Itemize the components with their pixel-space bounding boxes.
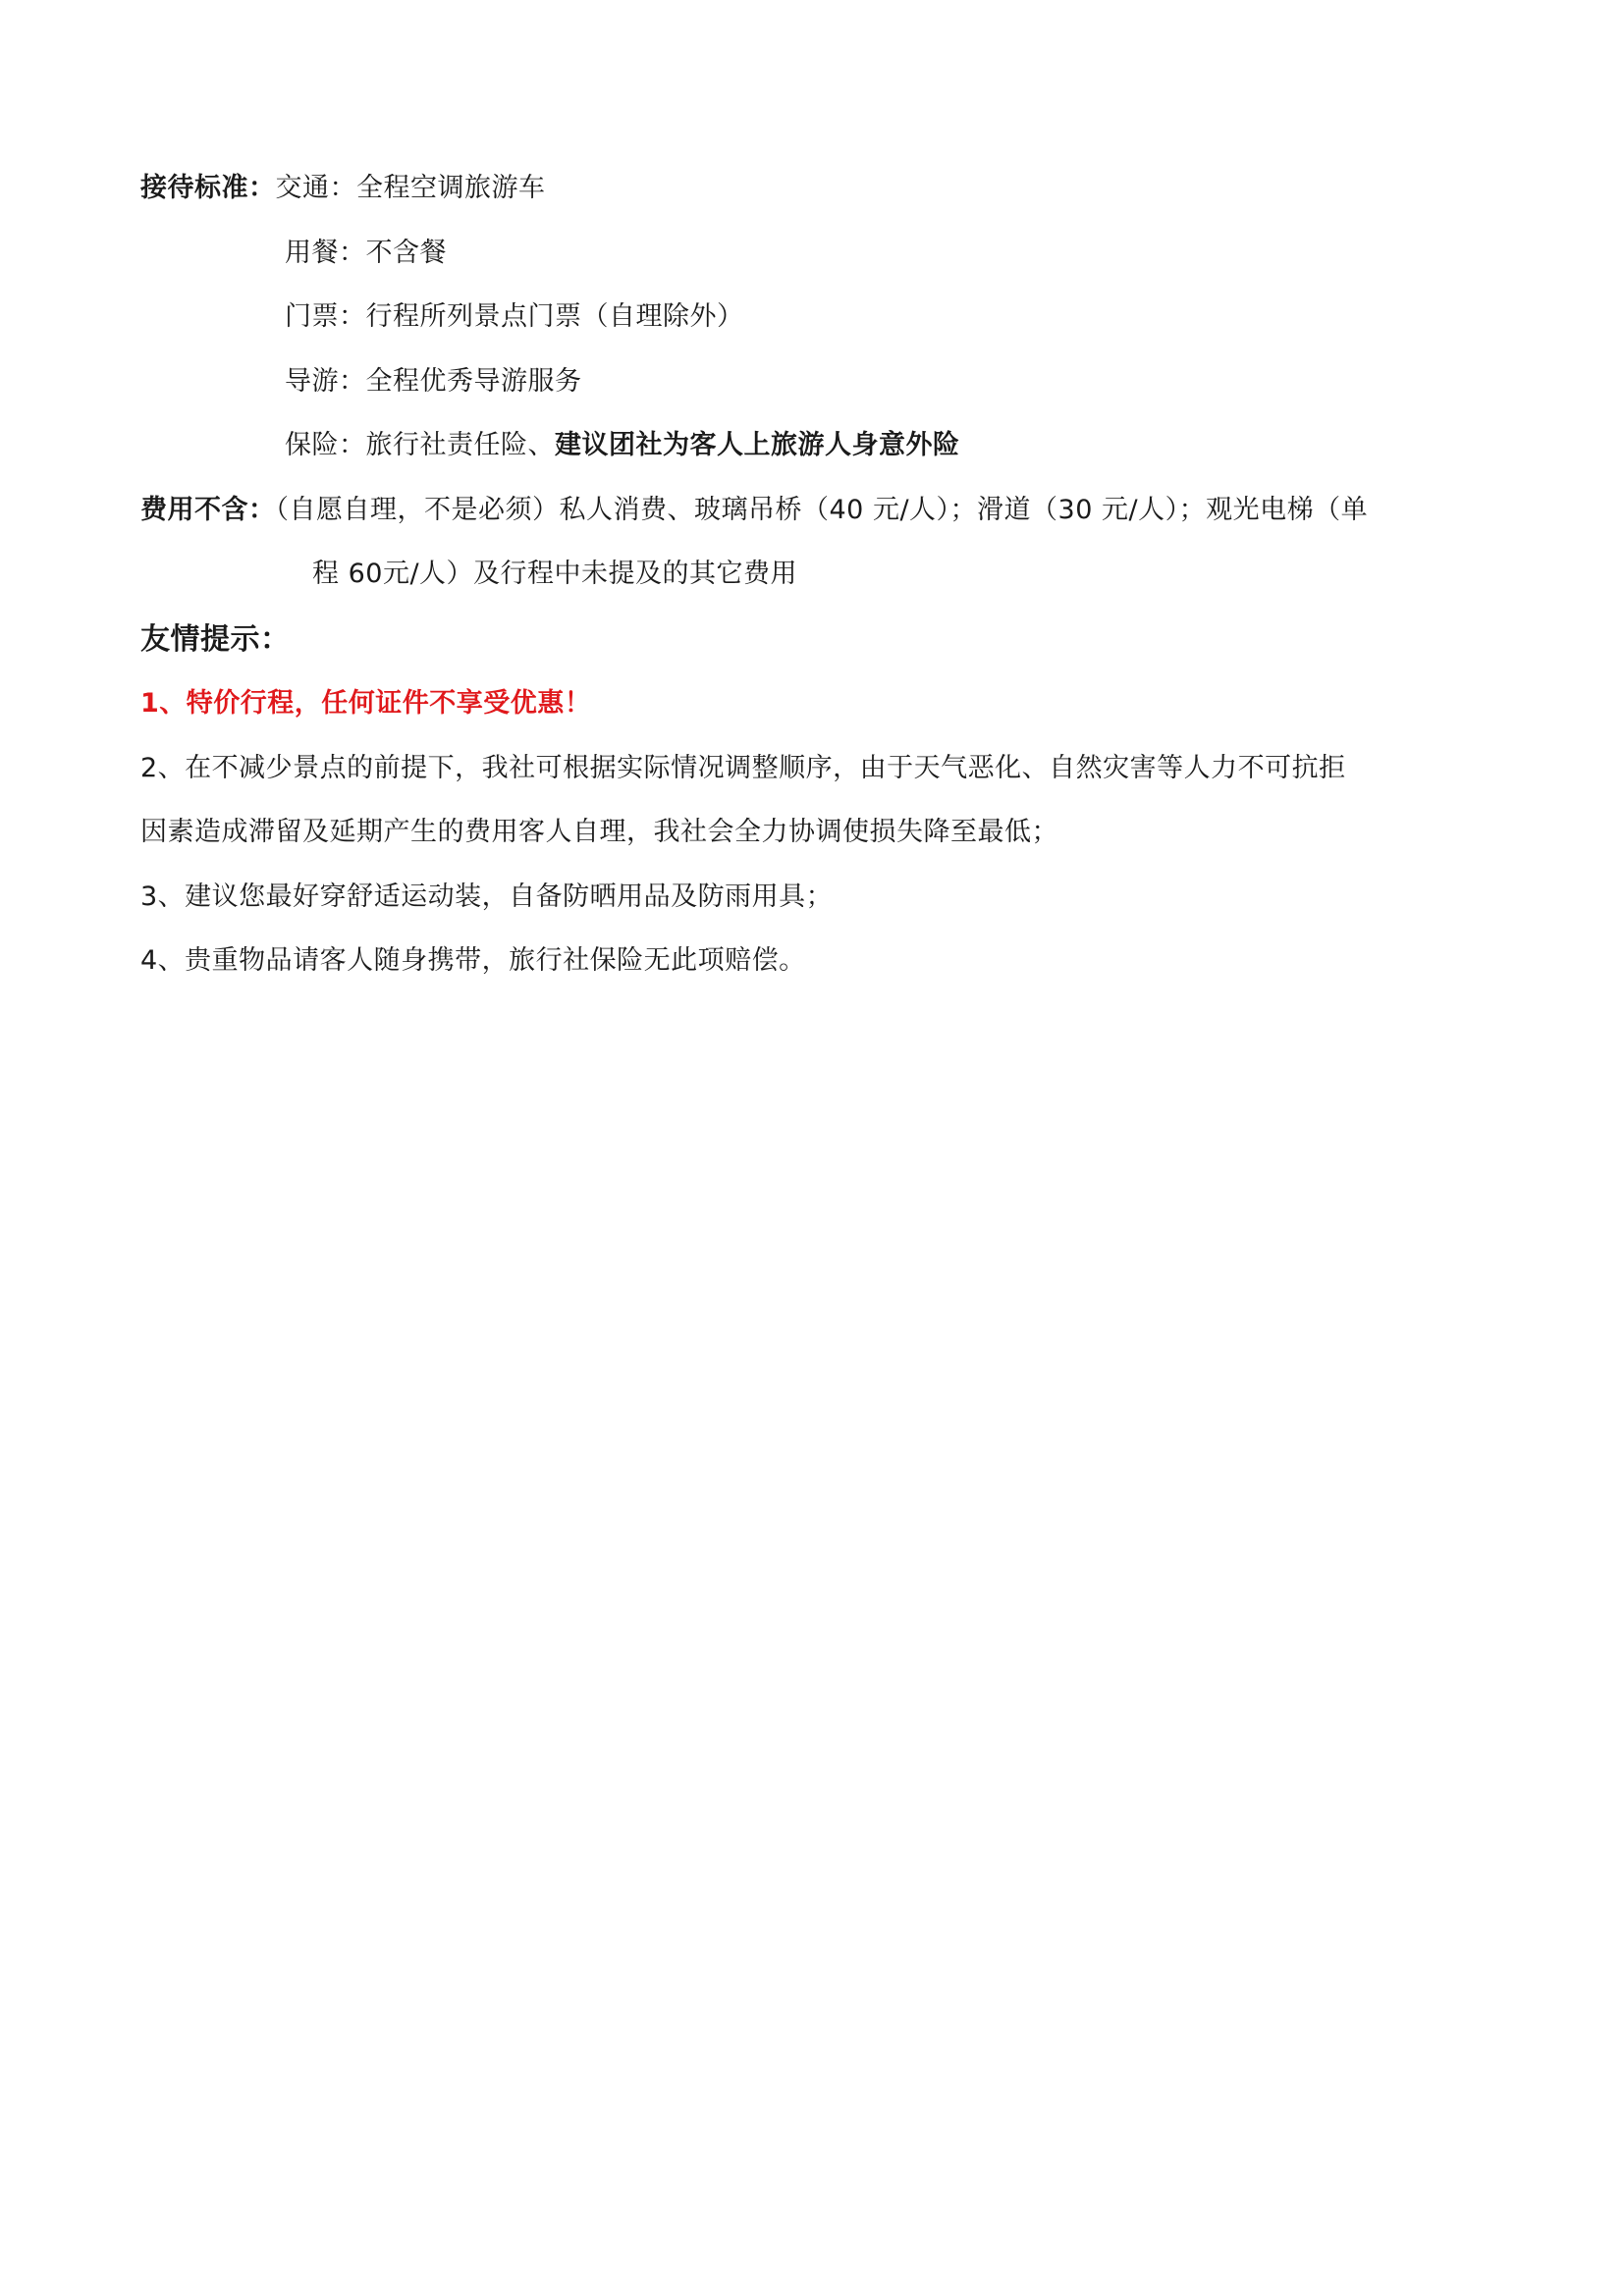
tip-item-3: 3、建议您最好穿舒适运动装，自备防晒用品及防雨用具；: [140, 881, 834, 912]
excluded-label: 费用不含：: [140, 495, 276, 525]
guide-text: 导游：全程优秀导游服务: [285, 366, 582, 397]
reception-label: 接待标准：: [140, 173, 276, 203]
excluded-line1: （自愿自理，不是必须）私人消费、玻璃吊桥（40 元/人）；滑道（30 元/人）；观光电梯（单: [275, 495, 1369, 525]
tip-item-2-line-1: 2、在不减少景点的前提下，我社可根据实际情况调整顺序，由于天气恶化、自然灾害等人力不可抗拒: [140, 753, 1346, 783]
tip-item-4: 4、贵重物品请客人随身携带，旅行社保险无此项赔偿。: [140, 945, 806, 976]
reception-row-transport: [140, 169, 546, 208]
excluded-line2: 程 60元/人）及行程中未提及的其它费用: [312, 559, 798, 589]
tip-item-1: 1、特价行程，任何证件不享受优惠！: [140, 688, 592, 719]
tickets-text: 门票：行程所列景点门票（自理除外）: [285, 301, 744, 332]
tips-heading: 友情提示：: [140, 622, 291, 657]
insurance-plain-text: 保险：旅行社责任险、: [285, 430, 555, 460]
insurance-bold-text: 建议团社为客人上旅游人身意外险: [555, 430, 960, 460]
excluded-row: [140, 491, 1368, 530]
meals-text: 用餐：不含餐: [285, 238, 447, 268]
insurance-row: [285, 426, 960, 465]
tip-item-2-line-2: 因素造成滞留及延期产生的费用客人自理，我社会全力协调使损失降至最低；: [140, 817, 1058, 847]
transport-text: 交通：全程空调旅游车: [275, 173, 546, 203]
